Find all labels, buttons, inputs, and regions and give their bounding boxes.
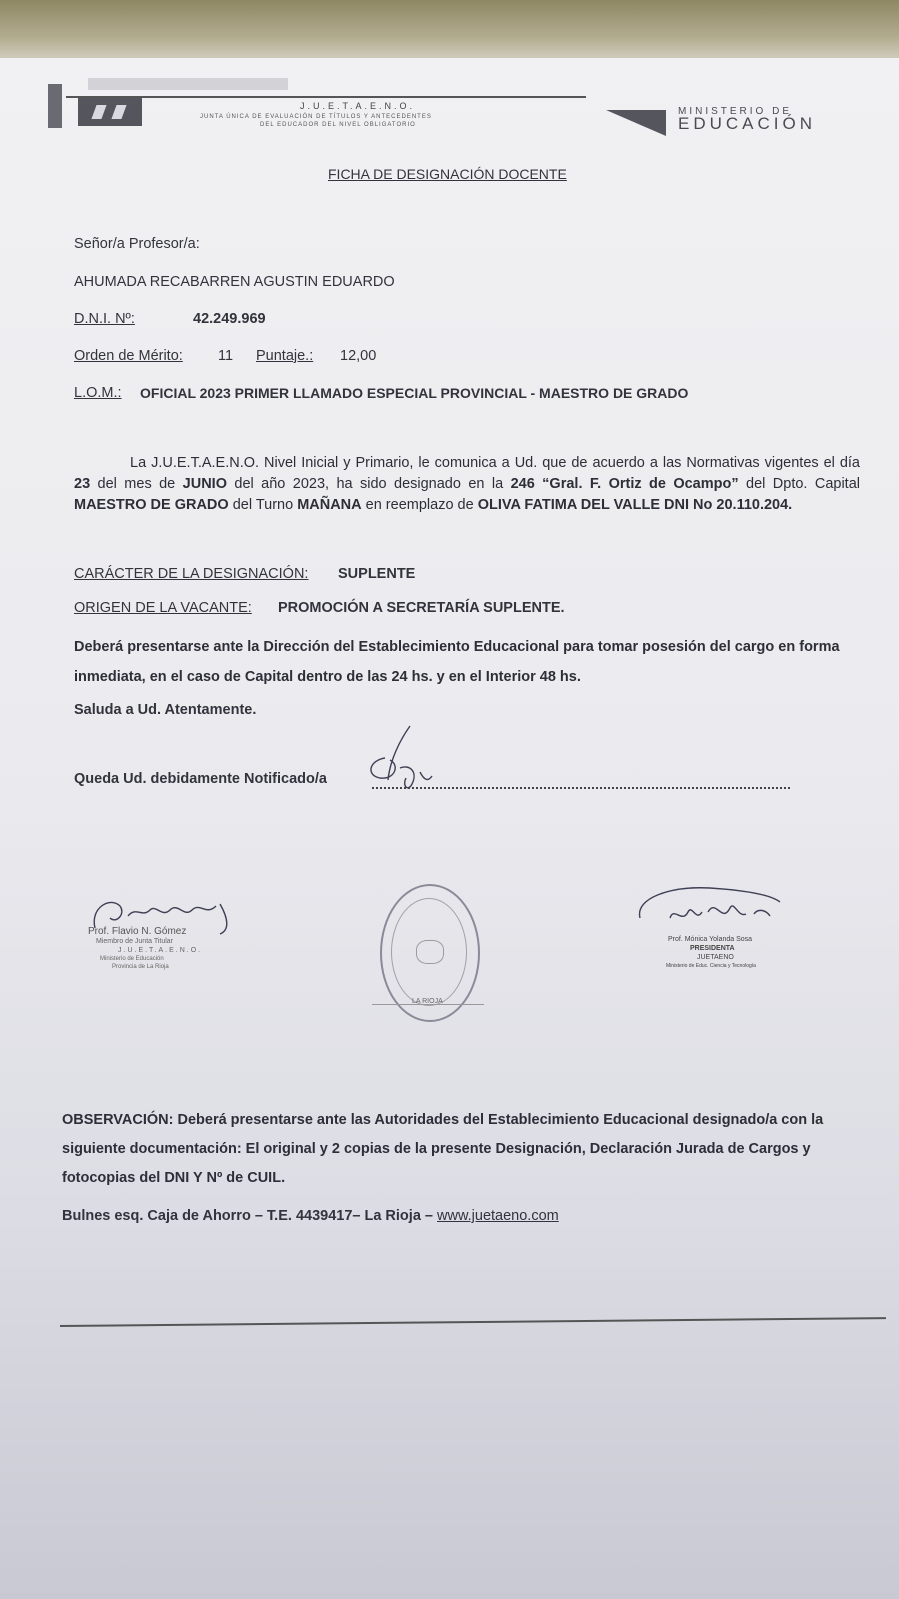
left-signatory-role2: J.U.E.T.A.E.N.O. xyxy=(118,947,203,954)
teacher-name: AHUMADA RECABARREN AGUSTIN EDUARDO xyxy=(74,274,395,290)
puntaje-value: 12,00 xyxy=(340,348,377,364)
p1-mes: del mes de xyxy=(90,476,183,492)
origen-value: PROMOCIÓN A SECRETARÍA SUPLENTE. xyxy=(278,600,565,616)
ministry-line2: EDUCACIÓN xyxy=(678,114,817,133)
p1-school: 246 “Gral. F. Ortiz de Ocampo” xyxy=(510,476,739,492)
right-signatory-role2: JUETAENO xyxy=(697,954,734,961)
left-signatory-name: Prof. Flavio N. Gómez xyxy=(88,926,187,937)
ministry-logo-shape xyxy=(606,110,666,136)
presentarse-paragraph: Deberá presentarse ante la Dirección del Establecimiento Educacional para tomar posesión del cargo en forma inmediata, en el caso de Capital dentro de las 24 hs. y en el Interior 48 hs. xyxy=(74,639,840,685)
header-rule-left xyxy=(66,96,586,98)
website-link[interactable]: www.juetaeno.com xyxy=(437,1208,559,1224)
observacion-paragraph xyxy=(62,1106,882,1193)
p1-turno-label: del Turno xyxy=(228,497,298,513)
orden-value: 11 xyxy=(218,348,234,364)
header-org-subname: DEL EDUCADOR DEL NIVEL OBLIGATORIO xyxy=(260,122,416,128)
left-signatory-role4: Provincia de La Rioja xyxy=(112,964,169,970)
footer-address xyxy=(62,1208,559,1224)
background-wall xyxy=(0,0,899,62)
right-signatory-role3: Ministerio de Educ. Ciencia y Tecnología xyxy=(666,963,756,969)
footer-rule xyxy=(60,1317,886,1327)
juetaeno-logo xyxy=(48,78,143,130)
p1-year: del año 2023, ha sido designado en la xyxy=(226,476,511,492)
p1-intro: La J.U.E.T.A.E.N.O. Nivel Inicial y Primario, le comunica a Ud. que de acuerdo a las Normativas vigentes el día xyxy=(130,455,860,471)
closing-salutation: Saluda a Ud. Atentamente. xyxy=(74,702,257,718)
lom-value: OFICIAL 2023 PRIMER LLAMADO ESPECIAL PROVINCIAL - MAESTRO DE GRADO xyxy=(140,385,689,401)
puntaje-label: Puntaje.: xyxy=(256,348,314,364)
p1-reemplazo-label: en reemplazo de xyxy=(361,497,478,513)
right-signature-scribble xyxy=(630,878,790,938)
observacion-label: OBSERVACIÓN: xyxy=(62,1112,174,1128)
left-signatory-role3: Ministerio de Educación xyxy=(100,956,164,962)
p1-reemplazo: OLIVA FATIMA DEL VALLE DNI No 20.110.204. xyxy=(477,497,793,513)
p1-turno: MAÑANA xyxy=(297,497,362,513)
official-seal xyxy=(380,884,480,1022)
right-signatory-role1: PRESIDENTA xyxy=(690,945,735,952)
designation-paragraph xyxy=(74,453,860,516)
address-text: Bulnes esq. Caja de Ahorro – T.E. 4439417– La Rioja – xyxy=(62,1208,438,1224)
orden-label: Orden de Mérito: xyxy=(74,348,183,364)
caracter-value: SUPLENTE xyxy=(338,566,416,582)
p1-dpto: del Dpto. Capital xyxy=(738,476,860,492)
p1-cargo: MAESTRO DE GRADO xyxy=(74,497,229,513)
seal-emblem-icon xyxy=(416,940,444,964)
observacion-text: Deberá presentarse ante las Autoridades del Establecimiento Educacional designado/a con la siguiente documentación: El original y 2 copias de la presente Designación, Declaración Jurada de Cargos y fotocopias del DNI Y Nº de CUIL. xyxy=(62,1112,824,1186)
seal-text: LA RIOJA xyxy=(412,998,443,1005)
origen-label: ORIGEN DE LA VACANTE: xyxy=(74,600,252,616)
ministry-line1: MINISTERIO DE xyxy=(678,106,793,117)
notificado-text: Queda Ud. debidamente Notificado/a xyxy=(74,771,327,787)
p1-month: JUNIO xyxy=(182,476,227,492)
seal-baseline xyxy=(372,1004,484,1005)
dni-label: D.N.I. Nº: xyxy=(74,311,135,327)
header-org-acronym: J.U.E.T.A.E.N.O. xyxy=(300,101,416,111)
left-signatory-role1: Miembro de Junta Titular xyxy=(96,938,174,945)
document-page xyxy=(0,58,899,1599)
salutation: Señor/a Profesor/a: xyxy=(74,236,200,252)
header-org-name: JUNTA ÚNICA DE EVALUACIÓN DE TÍTULOS Y ANTECEDENTES xyxy=(200,114,432,120)
lom-label: L.O.M.: xyxy=(74,385,122,401)
handwritten-signature-notified xyxy=(340,720,450,800)
dni-value: 42.249.969 xyxy=(193,311,266,327)
caracter-label: CARÁCTER DE LA DESIGNACIÓN: xyxy=(74,566,309,582)
right-signatory-name: Prof. Mónica Yolanda Sosa xyxy=(668,936,753,943)
p1-day: 23 xyxy=(74,476,91,492)
document-title: FICHA DE DESIGNACIÓN DOCENTE xyxy=(328,166,567,182)
